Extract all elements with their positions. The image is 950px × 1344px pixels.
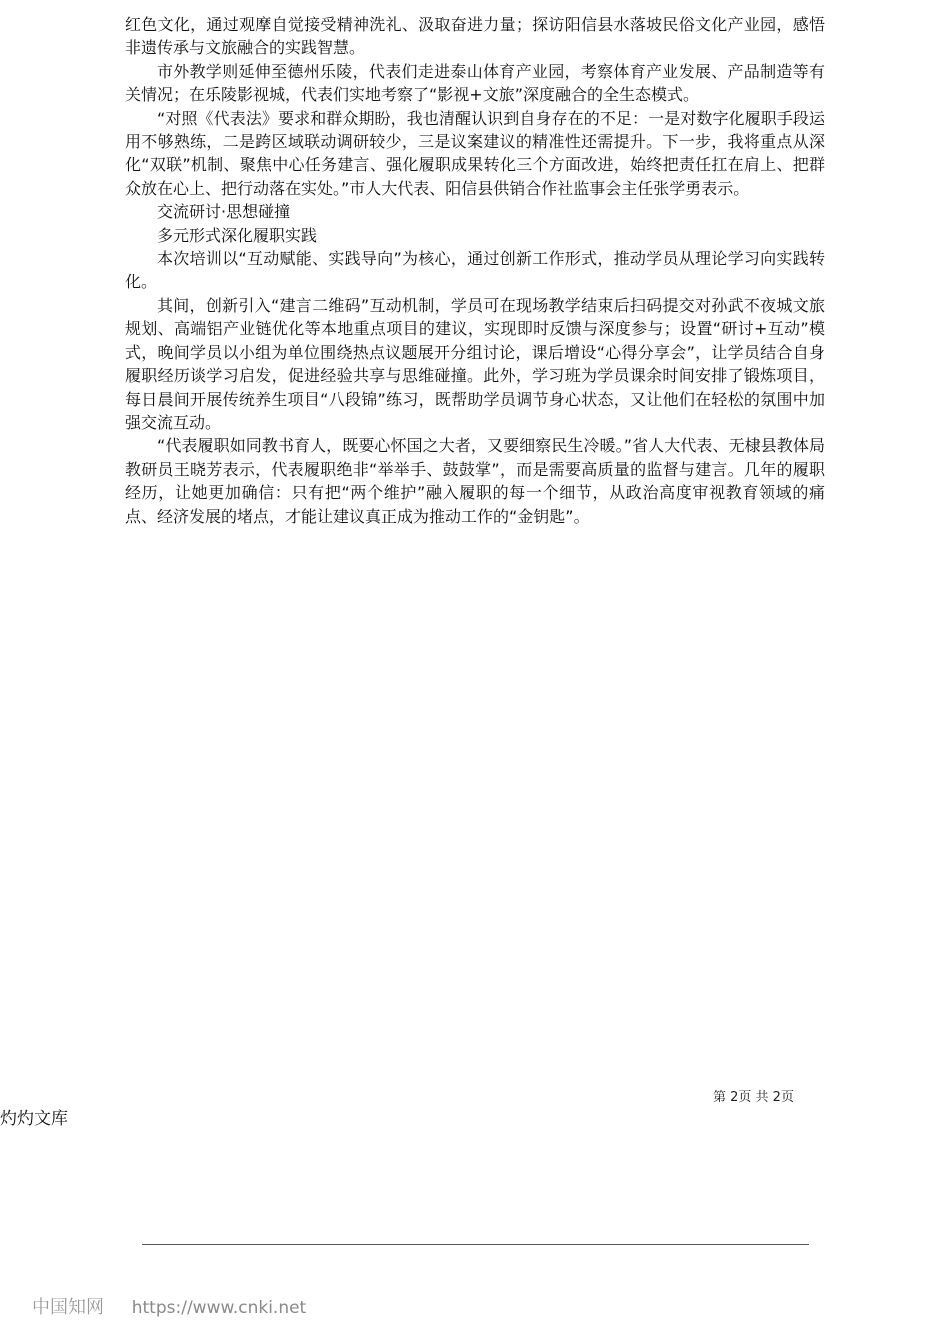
section-heading: 交流研讨·思想碰撞: [157, 202, 291, 222]
section-subheading: 多元形式深化履职实践: [157, 225, 318, 245]
page-number: 第 2页 共 2页: [713, 1090, 794, 1105]
paragraph-7: 其间，创新引入“建言二维码”互动机制，学员可在现场教学结束后扫码提交对孙武不夜城文旅规划、高端铝产业链优化等本地重点项目的建议，实现即时反馈与深度参与；设置“研讨+互动”模式，晚间学员以小组为单位围绕热点议题展开分组讨论，课后增设“心得分享会”，让学员结合自身履职经历谈学习启发，促进经验共享与思维碰撞。此外，学习班为学员课余时间安排了锻炼项目，每日晨间开展传统养生项目“八段锦”练习，既帮助学员调节身心状态，又让他们在轻松的氛围中加强交流互动。: [125, 295, 825, 432]
paragraph-3: “对照《代表法》要求和群众期盼，我也清醒认识到自身存在的不足：一是对数字化履职手段运用不够熟练，二是跨区域联动调研较少，三是议案建议的精准性还需提升。下一步，我将重点从深化“双联”机制、聚焦中心任务建言、强化履职成果转化三个方面改进，始终把责任扛在肩上、把群众放在心上、把行动落在实处。”市人大代表、阳信县供销合作社监事会主任张学勇表示。: [125, 108, 825, 198]
footer-url-link[interactable]: https://www.cnki.net: [131, 1298, 307, 1318]
paragraph-2: 市外教学则延伸至德州乐陵，代表们走进泰山体育产业园，考察体育产业发展、产品制造等有关情况；在乐陵影视城，代表们实地考察了“影视+文旅”深度融合的全生态模式。: [125, 61, 825, 105]
footer-divider: [142, 1244, 809, 1245]
article-body: [125, 13, 825, 528]
watermark-text: 灼灼文库: [0, 1109, 68, 1129]
footer-brand: 中国知网: [32, 1297, 104, 1318]
paragraph-8: “代表履职如同教书育人，既要心怀国之大者，又要细察民生冷暖。”省人大代表、无棣县教体局教研员王晓芳表示，代表履职绝非“举举手、鼓鼓掌”，而是需要高质量的监督与建言。几年的履职经历，让她更加确信：只有把“两个维护”融入履职的每一个细节，从政治高度审视教育领域的痛点、经济发展的堵点，才能让建议真正成为推动工作的“金钥匙”。: [125, 436, 825, 526]
paragraph-6: 本次培训以“互动赋能、实践导向”为核心，通过创新工作形式，推动学员从理论学习向实践转化。: [125, 249, 825, 292]
footer: [32, 1293, 306, 1319]
paragraph-1: 红色文化，通过观摩自觉接受精神洗礼、汲取奋进力量；探访阳信县水落坡民俗文化产业园，感悟非遗传承与文旅融合的实践智慧。: [125, 15, 825, 58]
